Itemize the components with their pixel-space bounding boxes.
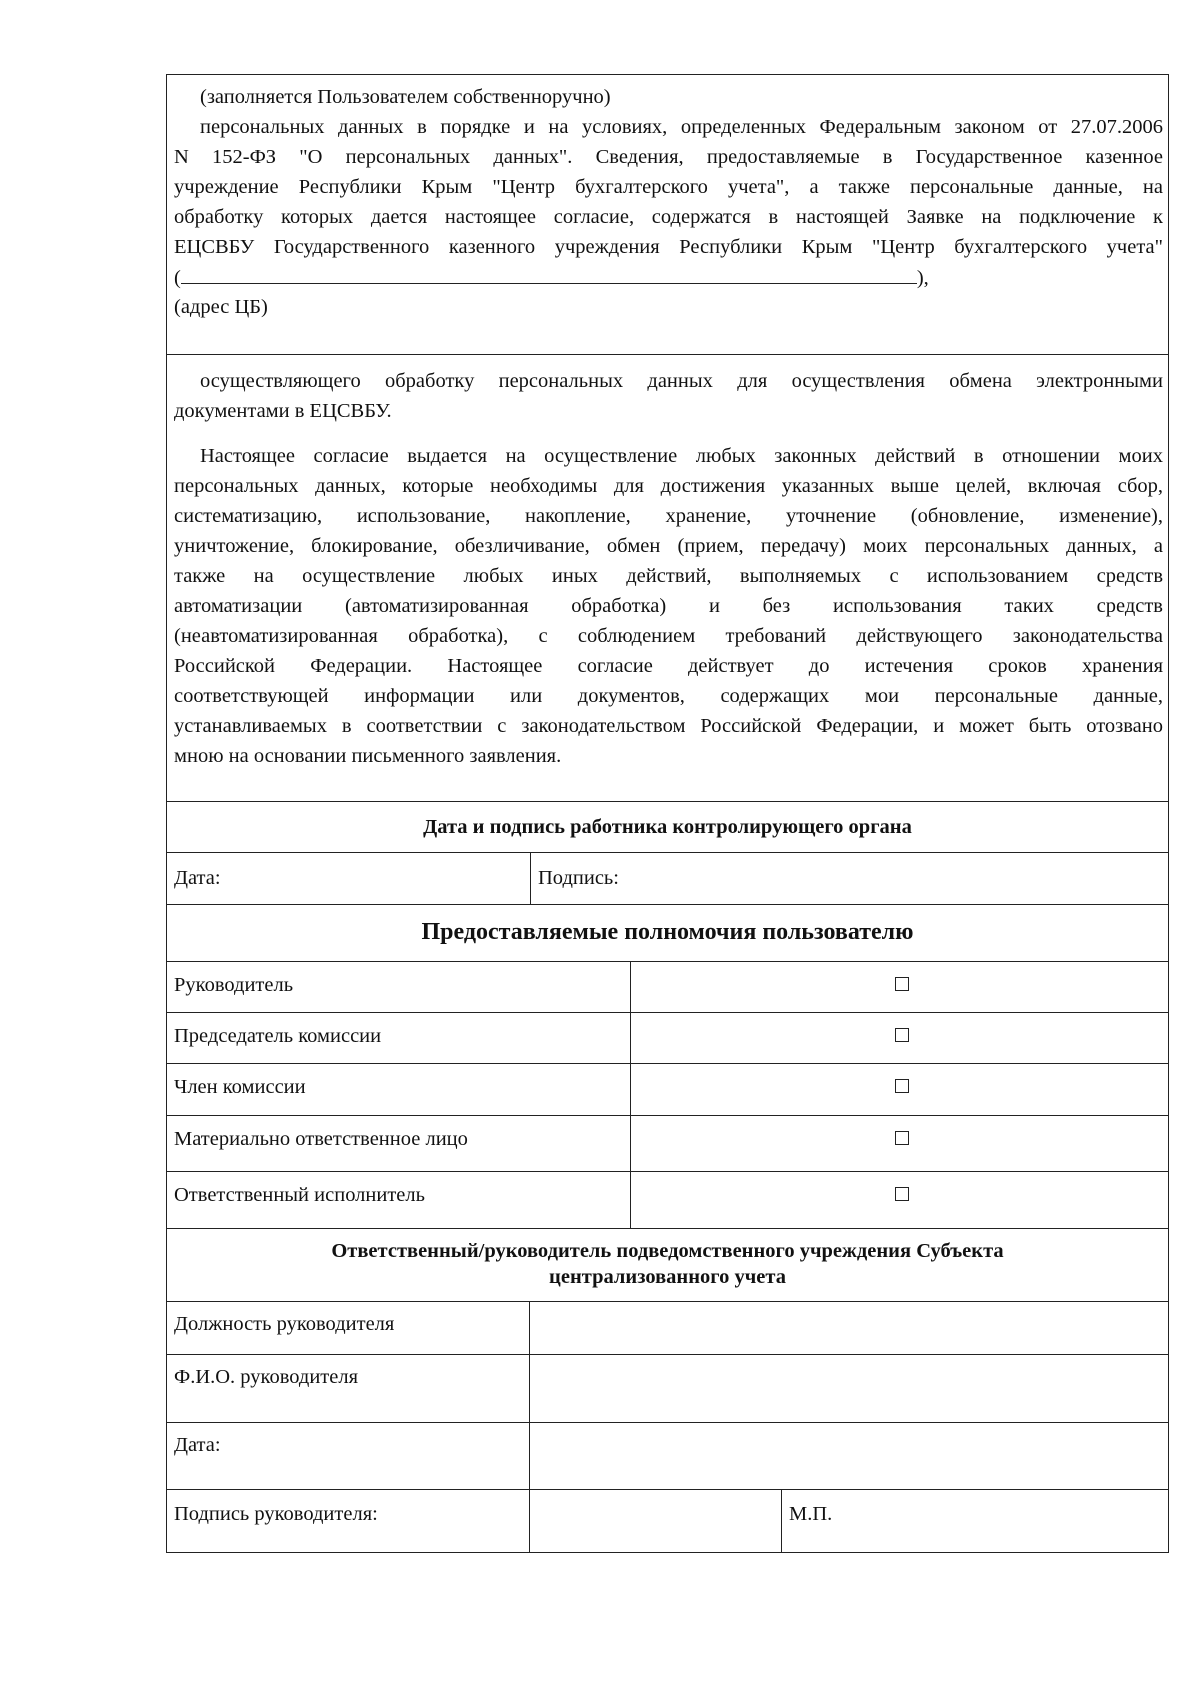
consent-p3-line-9: соответствующей информации или документов, содержащих мои персональные данные, (174, 685, 1163, 707)
position-label: Должность руководителя (174, 1313, 395, 1335)
consent-p3-line-10: устанавливаемых в соответствии с законодательством Российской Федерации, и может быть отозвано (174, 715, 1163, 737)
address-caption: (адрес ЦБ) (174, 296, 268, 318)
consent-p3-line-1: Настоящее согласие выдается на осуществление любых законных действий в отношении моих (200, 445, 1163, 467)
responsible-heading-line-2: централизованного учета (549, 1266, 786, 1288)
consent-p3-line-2: персональных данных, которые необходимы для достижения указанных выше целей, включая сбор, (174, 475, 1163, 497)
divider (167, 852, 1168, 853)
consent-p1-line-2: N 152-ФЗ "О персональных данных". Сведения, предоставляемые в Государственное казенное (174, 146, 1163, 168)
address-open-paren: ( (174, 267, 181, 289)
divider (167, 1012, 1168, 1013)
divider (167, 961, 1168, 962)
permission-checkbox[interactable] (895, 1131, 909, 1145)
permission-label: Председатель комиссии (174, 1025, 382, 1047)
date-field[interactable] (531, 1423, 1167, 1489)
address-close-paren: ), (916, 267, 929, 289)
controller-heading: Дата и подпись работника контролирующего органа (423, 816, 912, 838)
address-line (174, 263, 1163, 294)
controller-date-label: Дата: (174, 867, 221, 889)
responsible-heading-line-1: Ответственный/руководитель подведомственного учреждения Субъекта (331, 1240, 1004, 1262)
position-field[interactable] (531, 1302, 1167, 1353)
name-label: Ф.И.О. руководителя (174, 1366, 359, 1388)
permission-checkbox[interactable] (895, 1187, 909, 1201)
divider (167, 801, 1168, 802)
divider (167, 1115, 1168, 1116)
divider (167, 354, 1168, 355)
date-label: Дата: (174, 1434, 221, 1456)
permission-label: Материально ответственное лицо (174, 1128, 468, 1150)
permission-checkbox[interactable] (895, 1028, 909, 1042)
permission-checkbox[interactable] (895, 1079, 909, 1093)
consent-p3-line-5: также на осуществление любых иных действий, выполняемых с использованием средств (174, 565, 1163, 587)
name-field[interactable] (531, 1355, 1167, 1421)
divider (529, 1301, 530, 1553)
consent-p3-line-8: Российской Федерации. Настоящее согласие действует до истечения сроков хранения (174, 655, 1163, 677)
consent-p3-line-3: систематизацию, использование, накопление, хранение, уточнение (обновление, изменение), (174, 505, 1163, 527)
stamp-label: М.П. (789, 1503, 833, 1525)
consent-p1-line-1: персональных данных в порядке и на условиях, определенных Федеральным законом от 27.07.2006 (200, 116, 1163, 138)
consent-p1-line-3: учреждение Республики Крым "Центр бухгалтерского учета", а также персональные данные, на (174, 176, 1163, 198)
consent-p3-line-7: (неавтоматизированная обработка), с соблюдением требований действующего законодательства (174, 625, 1163, 647)
divider (167, 1228, 1168, 1229)
signature-label: Подпись руководителя: (174, 1503, 378, 1525)
divider (781, 1489, 782, 1553)
permission-checkbox[interactable] (895, 977, 909, 991)
permissions-heading: Предоставляемые полномочия пользователю (421, 919, 914, 945)
consent-p3-line-6: автоматизации (автоматизированная обработка) и без использования таких средств (174, 595, 1163, 617)
consent-p3-line-4: уничтожение, блокирование, обезличивание, обмен (прием, передачу) моих персональных данных, а (174, 535, 1163, 557)
permission-label: Ответственный исполнитель (174, 1184, 425, 1206)
divider (630, 961, 631, 1229)
permission-label: Руководитель (174, 974, 294, 996)
consent-p2-line-1: осуществляющего обработку персональных данных для осуществления обмена электронными (200, 370, 1163, 392)
consent-p3-line-11: мною на основании письменного заявления. (174, 745, 562, 767)
consent-p1-line-5: ЕЦСВБУ Государственного казенного учреждения Республики Крым "Центр бухгалтерского учета" (174, 236, 1163, 258)
signature-field[interactable] (531, 1490, 780, 1552)
controller-signature-label: Подпись: (538, 867, 619, 889)
divider (167, 904, 1168, 905)
permission-label: Член комиссии (174, 1076, 306, 1098)
divider (167, 1171, 1168, 1172)
divider (530, 852, 531, 904)
divider (167, 1063, 1168, 1064)
consent-p2-line-2: документами в ЕЦСВБУ. (174, 400, 392, 422)
self-filled-note: (заполняется Пользователем собственноручно) (200, 86, 611, 108)
consent-p1-line-4: обработку которых дается настоящее согласие, содержатся в настоящей Заявке на подключение к (174, 206, 1163, 228)
consent-form-table (166, 74, 1169, 1553)
address-fill-line[interactable] (181, 263, 917, 284)
